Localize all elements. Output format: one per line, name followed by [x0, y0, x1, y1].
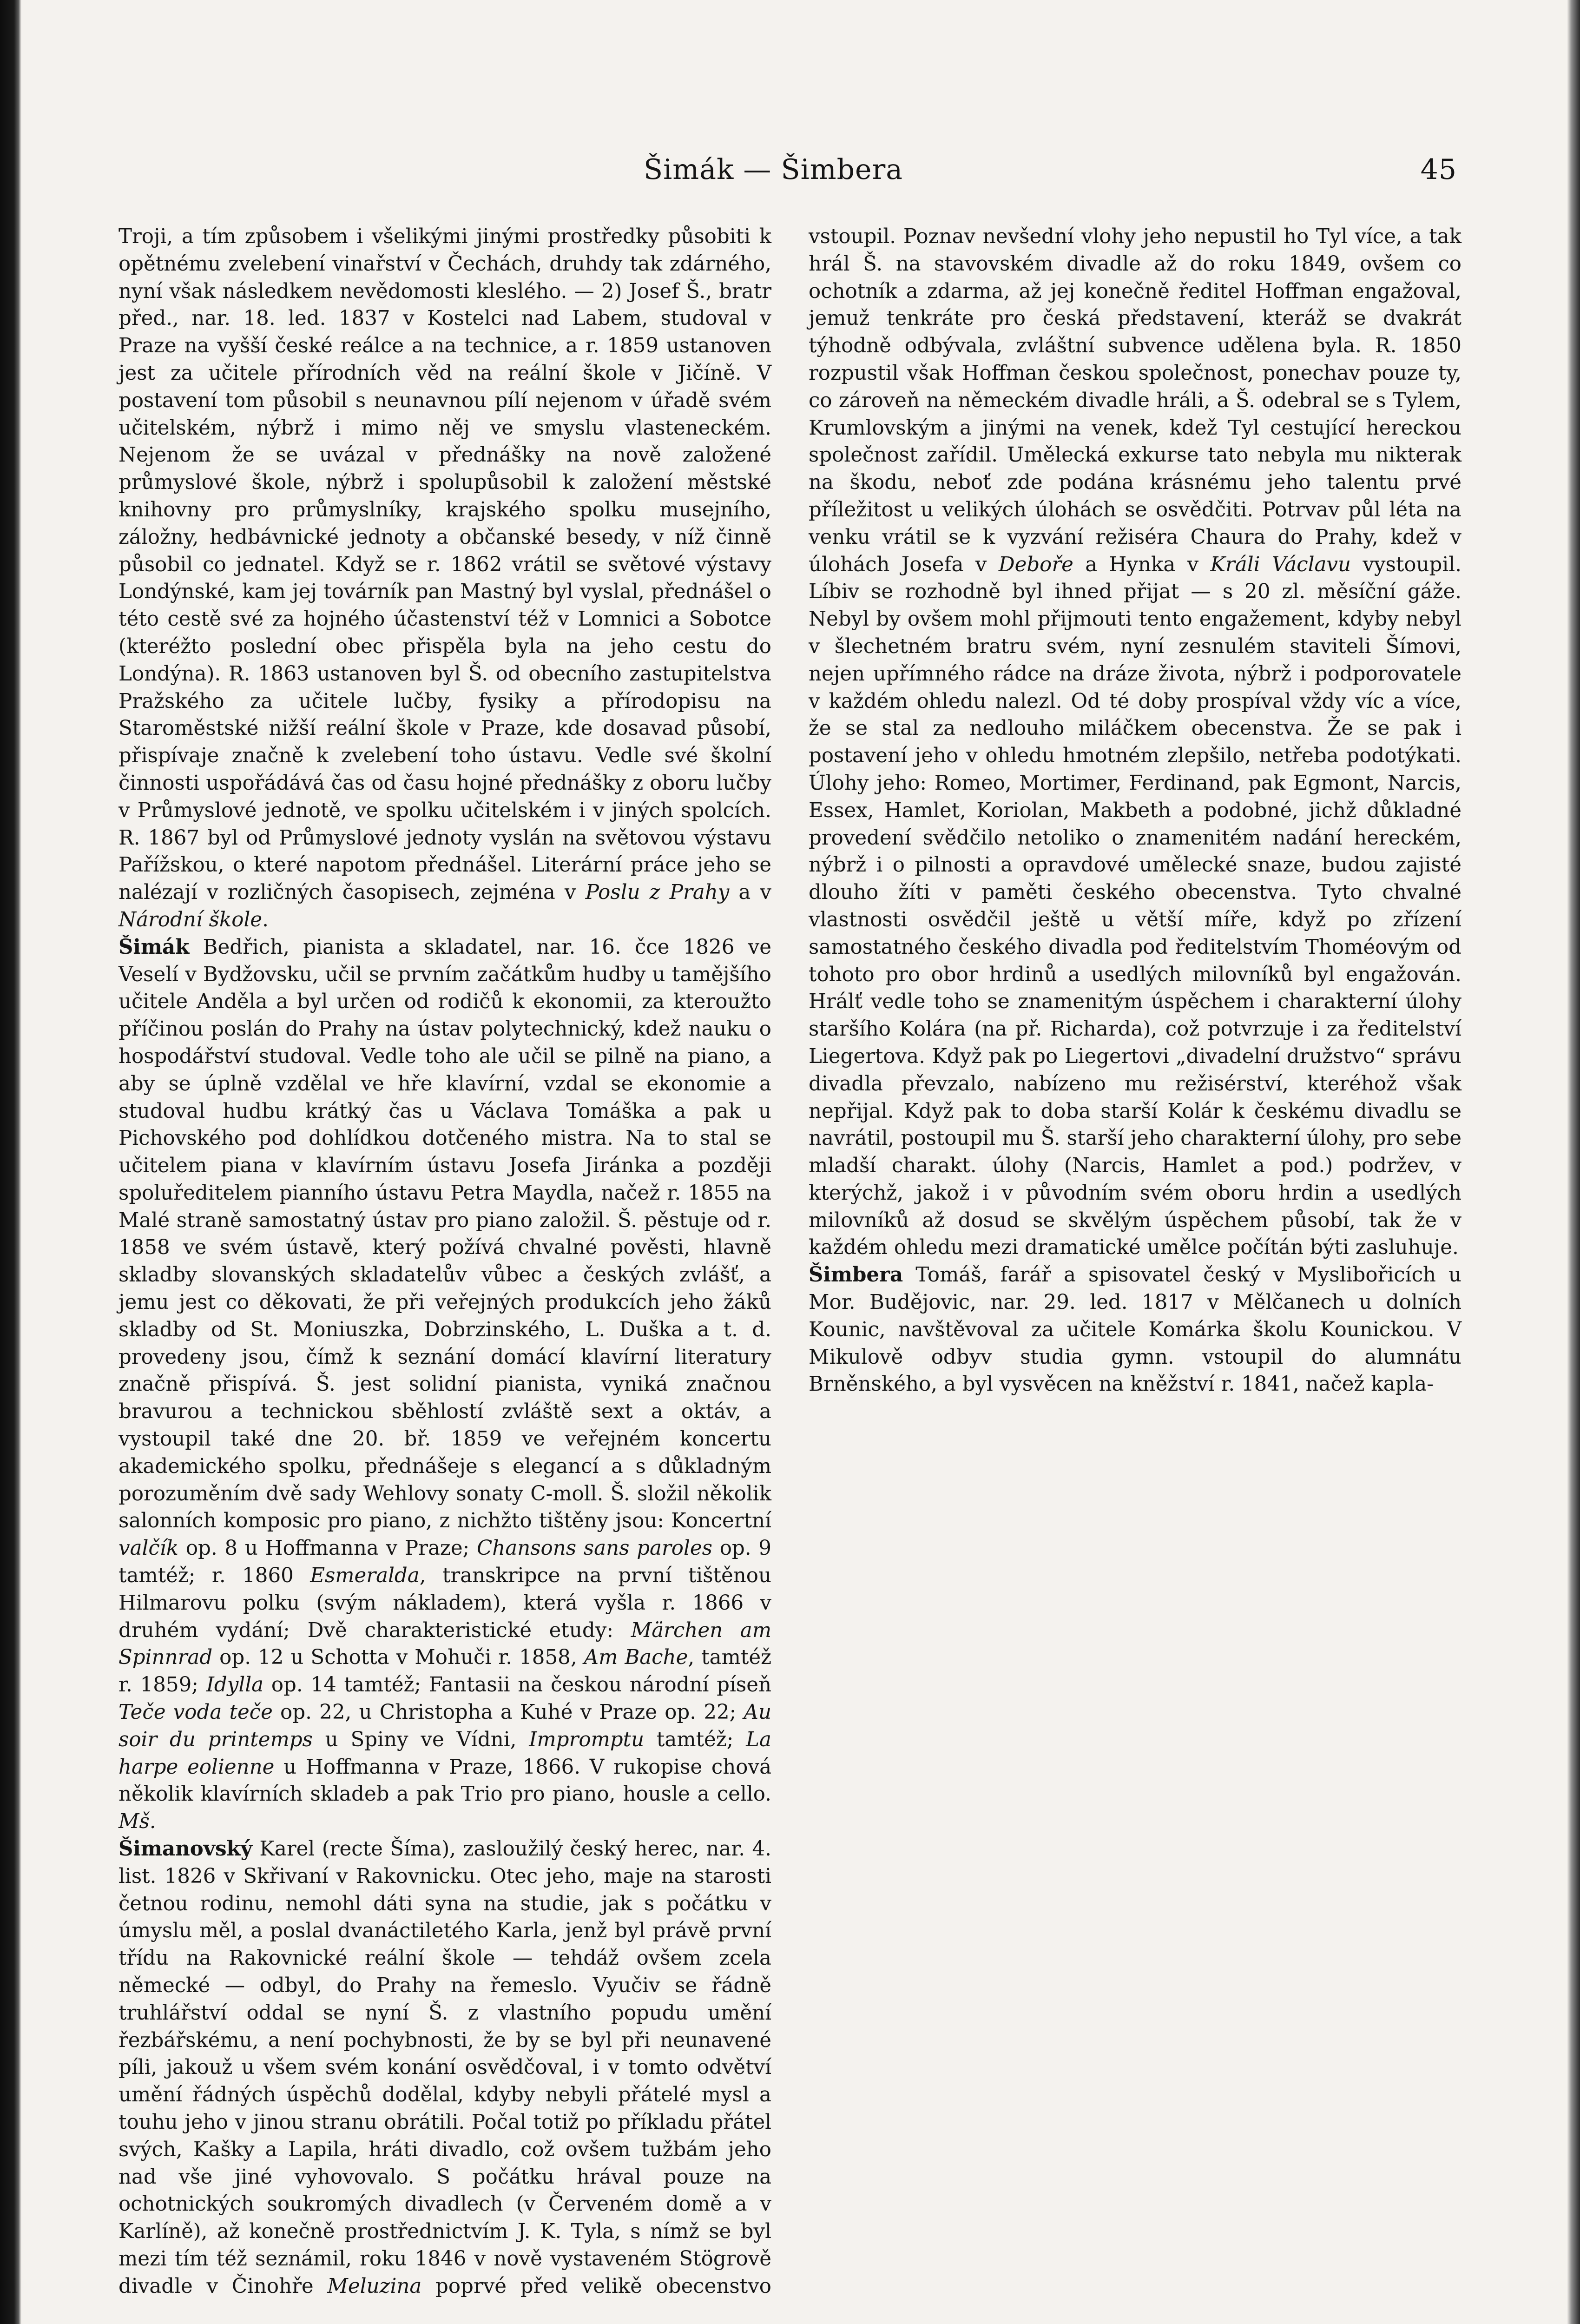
italic-title: Esmeralda — [310, 1564, 420, 1588]
entry-text: op. 12 u Schotta v Mohuči r. 1858, — [212, 1646, 584, 1670]
entry-text: op. 8 u Hoffmanna v Praze; — [178, 1537, 477, 1560]
entry-headword: Šimák — [118, 935, 190, 959]
italic-title: Mš. — [118, 1810, 156, 1834]
entry-paragraph — [118, 934, 771, 1835]
italic-title: Au soir du printemps — [118, 1701, 772, 1751]
entry-text: a Hynka v — [1073, 553, 1211, 576]
scan-right-edge — [1567, 0, 1580, 2324]
italic-title: Am Bache — [584, 1646, 688, 1670]
running-header — [118, 149, 1462, 205]
scan-binding-edge — [0, 0, 21, 2324]
entry-paragraph — [809, 1261, 1462, 1398]
entry-text: op. 14 tamtéž; Fantasii na českou národní píseň — [263, 1673, 772, 1697]
book-page — [118, 149, 1462, 2324]
two-column-text — [118, 223, 1462, 2324]
italic-title: Chansons sans paroles — [476, 1537, 712, 1560]
italic-title: Deboře — [998, 553, 1073, 576]
italic-title: Národní škole — [118, 908, 263, 931]
entry-headword: Šimbera — [809, 1263, 903, 1287]
italic-title: Meluzina — [327, 2274, 422, 2298]
italic-title: Teče voda teče — [118, 1701, 273, 1724]
italic-title: Poslu z Prahy — [585, 881, 730, 905]
italic-title: Idylla — [206, 1673, 264, 1697]
entry-text: Troji, a tím způsobem i všelikými jinými prostředky působiti k opětnému zvelebení vinařství v Čechách, druhdy tak zdárného, nyní však následkem nevědomosti kleslého. — 2) Josef Š., bratr před., nar. 18. led. 1837 v Kostelci nad Labem, studoval v Praze na vyšší české reálce a na technice, a r. 1859 ustanoven jest za učitele přírodních věd na reální škole v Jičíně. V postavení tom působil s neunavnou pílí nejenom v úřadě svém učitelském, nýbrž i mimo něj ve smyslu vlasteneckém. Nejenom že se uvázal v přednášky na nově založené průmyslové škole, nýbrž i spolupůsobil k založení městské knihovny pro průmyslníky, krajského spolku musejního, záložny, hedbávnické jednoty a občanské besedy, v níž činně působil co jednatel. Když se r. 1862 vrátil se světové výstavy Londýnské, kam jej továrník pan Mastný byl vyslal, přednášel o této cestě své za hojného účastenství též v Lomnici a Sobotce (kteréžto poslední obec přispěla byla na jeho cestu do Londýna). R. 1863 ustanoven byl Š. od obecního zastupitelstva Pražského za učitele lučby, fysiky a přírodopisu na Staroměstské nižší reální škole v Praze, kde dosavad působí, přispívaje značně k zvelebení toho ústavu. Vedle své školní činnosti uspořádává čas od času hojné přednášky z oboru lučby v Průmyslové jednotě, ve spolku učitelském i v jiných spolcích. R. 1867 byl od Průmyslové jednoty vyslán na světovou výstavu Pařížskou, o které napotom přednášel. Literární práce jeho se nalézají v rozličných časopisech, zejména v — [118, 225, 771, 905]
entry-text: . — [262, 908, 269, 931]
entry-text: u Spiny ve Vídni, — [312, 1728, 529, 1751]
italic-title: valčík — [118, 1537, 179, 1560]
entry-text: , transkripce na první tištěnou Hilmarovu polku (svým nákladem), která vyšla r. 1866 v druhém vydání; Dvě charakteristické etudy: — [118, 1564, 771, 1642]
entry-text: op. 9 tamtéž; r. 1860 — [118, 1537, 771, 1588]
italic-title: Králi Václavu — [1210, 553, 1351, 576]
entry-paragraph — [118, 223, 771, 934]
italic-title: La harpe eolienne — [118, 1728, 771, 1779]
italic-title: Märchen am Spinnrad — [118, 1618, 771, 1670]
entry-text: a v — [729, 881, 772, 905]
entry-headword: Šimanovský — [118, 1837, 252, 1861]
entry-text: op. 22, u Christopha a Kuhé v Praze op. 22; — [272, 1701, 744, 1724]
entry-text: Karel (recte Šíma), zasloužilý český herec, nar. 4. list. 1826 v Skřivaní v Rakovnicku. Otec jeho, maje na starosti četnou rodinu, nemohl dáti syna na studie, jak s počátku v úmyslu měl, a poslal dvanáctiletého Karla, jenž byl právě první třídu na Rakovnické reální škole — tehdáž ovšem zcela německé — odbyl, do Prahy na řemeslo. Vyučiv se řádně truhlářství oddal se nyní Š. z vlastního popudu umění řezbářskému, a není pochybnosti, že by se byl při neunavené píli, jakouž u všem svém konání osvědčoval, i v tomto odvětví umění řádných úspěchů dodělal, kdyby nebyli přátelé mysl a touhu jeho v jinou stranu obrátili. Počal totiž po příkladu přátel svých, Kašky a Lapila, hráti divadlo, což ovšem tužbám jeho nad vše jiné vyhovovalo. S počátku hrával pouze na ochotnických soukromých divadlech (v Červeném domě a v Karlíně), až konečně prostřednictvím J. K. Tyla, s nímž se byl mezi tím též seznámil, roku 1846 v nově vystaveném Stögrově divadle v Činohře — [118, 1837, 771, 2298]
entry-text: u Hoffmanna v Praze, 1866. V rukopise chová několik klavírních skladeb a pak Trio pro piano, housle a cello. — [118, 1755, 771, 1806]
entry-text: , tamtéž r. 1859; — [118, 1646, 771, 1697]
entry-text: vystoupil. Líbiv se rozhodně byl ihned přijat — s 20 zl. měsíční gáže. Nebyl by ovšem mohl přijmouti tento engažement, kdyby nebyl v šlechetném bratru svém, nyní zesnulém staviteli Šímovi, nejen upřímného rádce na dráze života, nýbrž i podporovatele v každém ohledu nalezl. Od té doby prospíval vždy víc a více, že se stal za nedlouho miláčkem obecenstva. Že se pak i postavení jeho v ohledu hmotném zlepšilo, netřeba podotýkati. Úlohy jeho: Romeo, Mortimer, Ferdinand, pak Egmont, Narcis, Essex, Hamlet, Koriolan, Makbeth a podobné, jichž důkladné provedení svědčilo netoliko o znamenitém nadání hereckém, nýbrž i o pilnosti a opravdové umělecké snaze, budou zajisté dlouho žíti v paměti českého obecenstva. Tyto chvalné vlastnosti osvědčil ještě u větší míře, když po zřízení samostatného českého divadla pod ředitelstvím Thoméovým od tohoto pro obor hrdinů a usedlých milovníků byl engažován. Hrálť vedle toho se znamenitým úspěchem i charakterní úlohy staršího Kolára (na př. Richarda), což potvrzuje i za ředitelství Liegertova. Když pak po Liegertovi „divadelní družstvo“ správu divadla převzalo, nabízeno mu režisérství, kteréhož však nepřijal. Když pak to doba starší Kolár k českému divadlu se navrátil, postoupil mu Š. starší jeho charakterní úlohy, pro sebe mladší charakt. úlohy (Narcis, Hamlet a pod.) podržev, v kterýchž, jakož i v původním svém oboru hrdin a usedlých milovníků až dosud se skvělým úspěchem působí, tak že v každém ohledu mezi dramatické umělce počítán býti zasluhuje. — [809, 553, 1462, 1260]
entry-text: Bedřich, pianista a skladatel, nar. 16. čce 1826 ve Veselí v Bydžovsku, učil se prvním začátkům hudby u tamějšího učitele Anděla a byl určen od rodičů k ekonomii, za kteroužto příčinou poslán do Prahy na ústav polytechnický, kdež nauku o hospodářství studoval. Vedle toho ale učil se pilně na piano, a aby se úplně vzdělal ve hře klavírní, vzdal se ekonomie a studoval hudbu krátký čas u Václava Tomáška a pak u Pichovského pod dohlídkou dotčeného mistra. Na to stal se učitelem piana v klavírním ústavu Josefa Jiránka a později spoluředitelem pianního ústavu Petra Maydla, načež r. 1855 na Malé straně samostatný ústav pro piano založil. Š. pěstuje od r. 1858 ve svém ústavě, který požívá chvalné pověsti, hlavně skladby slovanských skladatelův vůbec a českých zvlášť, a jemu jest co děkovati, že při veřejných produkcích jeho žáků skladby od St. Moniuszka, Dobrzinského, L. Duška a t. d. provedeny jsou, čímž k seznání domácí klavírní literatury značně přispívá. Š. jest solidní pianista, vyniká značnou bravurou a technickou sběhlostí zvláště sext a oktáv, a vystoupil také dne 20. bř. 1859 ve veřejném koncertu akademického spolku, přednášeje s elegancí a s důkladným porozuměním dvě sady Wehlovy sonaty C-moll. Š. složil několik salonních komposic pro piano, z nichžto tištěny jsou: Koncertní — [118, 935, 771, 1533]
entry-text: Tomáš, farář a spisovatel český v Myslibořicích u Mor. Budějovic, nar. 29. led. 1817 v Mělčanech u dolních Kounic, navštěvoval za učitele Komárka školu Kounickou. V Mikulově odbyv studia gymn. vstoupil do alumnátu Brněnského, a byl vysvěcen na kněžství r. 1841, načež kapla- — [809, 1263, 1462, 1396]
entry-text: tamtéž; — [644, 1728, 746, 1751]
running-title: Šimák — Šimbera — [644, 153, 903, 186]
entry-text: poprvé před velikě obecenstvo vstoupil. Poznav nevšední vlohy jeho nepustil ho Tyl více, a tak hrál Š. na stavovském divadle až do roku 1849, ovšem co ochotník a zdarma, až jej konečně ředitel Hoffman engažoval, jemuž tenkráte pro česká představení, kteráž se dvakrát týhodně odbývala, zvláštní subvence udělena byla. R. 1850 rozpustil však Hoffman českou společnost, ponechav pouze ty, co zároveň na německém divadle hráli, a Š. odebral se s Tylem, Krumlovským a jinými na venek, kdež Tyl cestující hereckou společnost zařídil. Umělecká exkurse tato nebyla mu nikterak na škodu, neboť zde podána krásnému jeho talentu prvé příležitost u velikých úlohách se osvědčiti. Potrvav půl léta na venku vrátil se k vyzvání režiséra Chaura do Prahy, kdež v úlohách Josefa v — [421, 225, 1462, 2298]
italic-title: Impromptu — [529, 1728, 645, 1751]
page-number: 45 — [1420, 153, 1457, 186]
